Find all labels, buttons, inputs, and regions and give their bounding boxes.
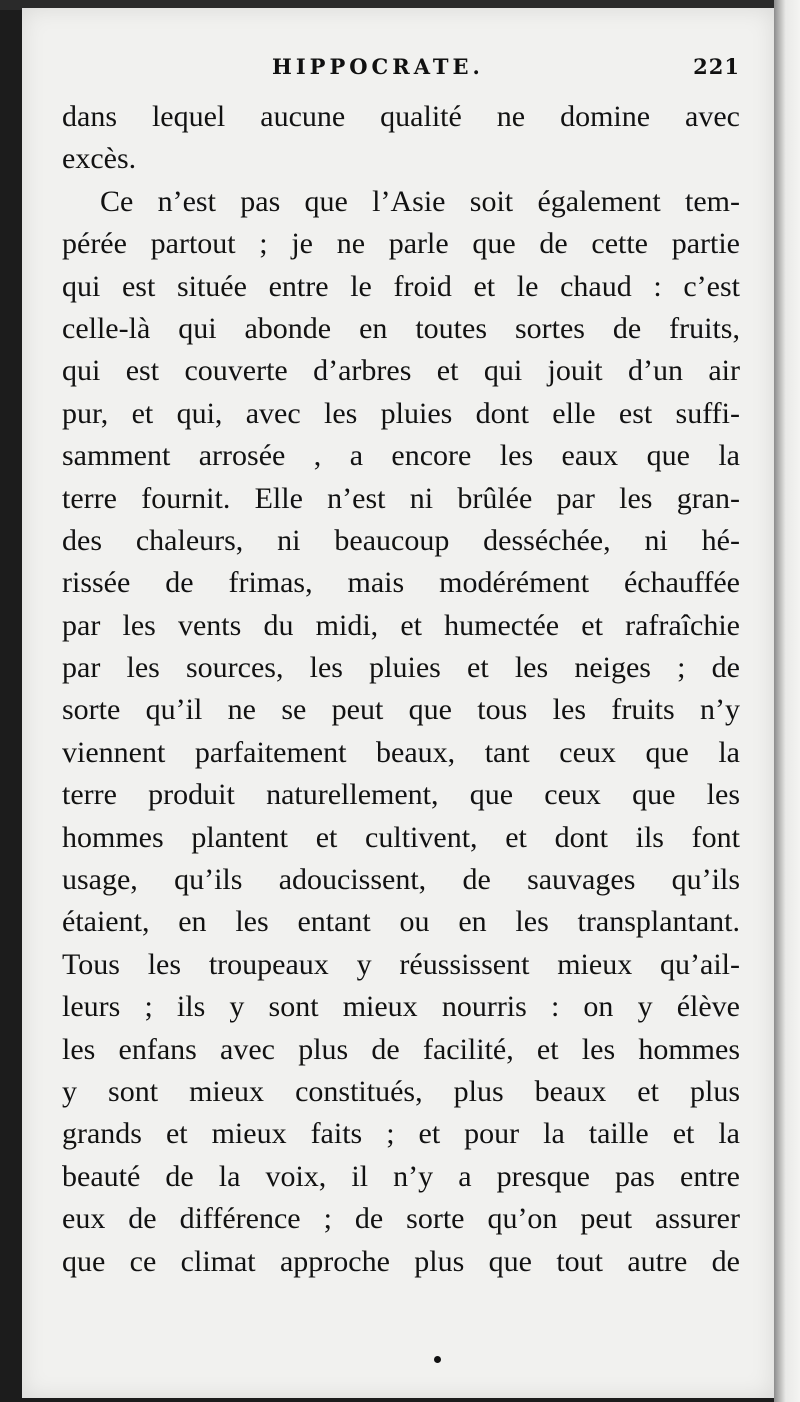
text-line: y sont mieux constitués, plus beaux et plus (62, 1074, 740, 1108)
body-text (62, 96, 740, 1283)
text-line: rissée de frimas, mais modérément échauffée (62, 566, 740, 600)
text-line: pérée partout ; je ne parle que de cette partie (62, 227, 740, 261)
text-line: viennent parfaitement beaux, tant ceux que la (62, 735, 740, 769)
text-line: excès. (62, 142, 137, 176)
text-line: terre produit naturellement, que ceux que les (62, 778, 740, 812)
text-line: dans lequel aucune qualité ne domine avec (62, 100, 740, 133)
text-line: Ce n’est pas que l’Asie soit également tem- (100, 184, 740, 218)
text-line: celle-là qui abonde en toutes sortes de fruits, (62, 311, 740, 345)
text-line: usage, qu’ils adoucissent, de sauvages qu’ils (62, 863, 740, 897)
text-line: sorte qu’il ne se peut que tous les fruits n’y (62, 693, 740, 727)
text-line: qui est située entre le froid et le chaud : c’est (62, 269, 740, 303)
page-edge-shadow (774, 0, 800, 1402)
text-line: des chaleurs, ni beaucoup desséchée, ni hé- (62, 523, 740, 557)
text-line: beauté de la voix, il n’y a presque pas entre (62, 1159, 740, 1193)
text-line: Tous les troupeaux y réussissent mieux qu’ail- (62, 947, 740, 981)
page-number: 221 (693, 54, 740, 79)
text-line: que ce climat approche plus que tout autre de (62, 1244, 740, 1278)
text-line: pur, et qui, avec les pluies dont elle est suffi- (62, 396, 740, 430)
text-line: leurs ; ils y sont mieux nourris : on y élève (62, 990, 740, 1024)
text-line: les enfans avec plus de facilité, et les hommes (62, 1032, 740, 1066)
text-line: hommes plantent et cultivent, et dont ils font (62, 820, 740, 854)
text-line: par les sources, les pluies et les neiges ; de (62, 651, 740, 685)
ink-dot (434, 1356, 441, 1363)
running-header (62, 54, 740, 88)
text-line: qui est couverte d’arbres et qui jouit d’un air (62, 354, 740, 388)
text-line: étaient, en les entant ou en les transplantant. (62, 905, 740, 939)
running-title: HIPPOCRATE. (272, 54, 484, 79)
text-line: grands et mieux faits ; et pour la taille et la (62, 1117, 740, 1151)
text-line: samment arrosée , a encore les eaux que la (62, 439, 740, 473)
text-line: terre fournit. Elle n’est ni brûlée par les gran- (62, 481, 740, 515)
text-line: eux de différence ; de sorte qu’on peut assurer (62, 1202, 740, 1236)
text-line: par les vents du midi, et humectée et rafraîchie (62, 608, 740, 642)
